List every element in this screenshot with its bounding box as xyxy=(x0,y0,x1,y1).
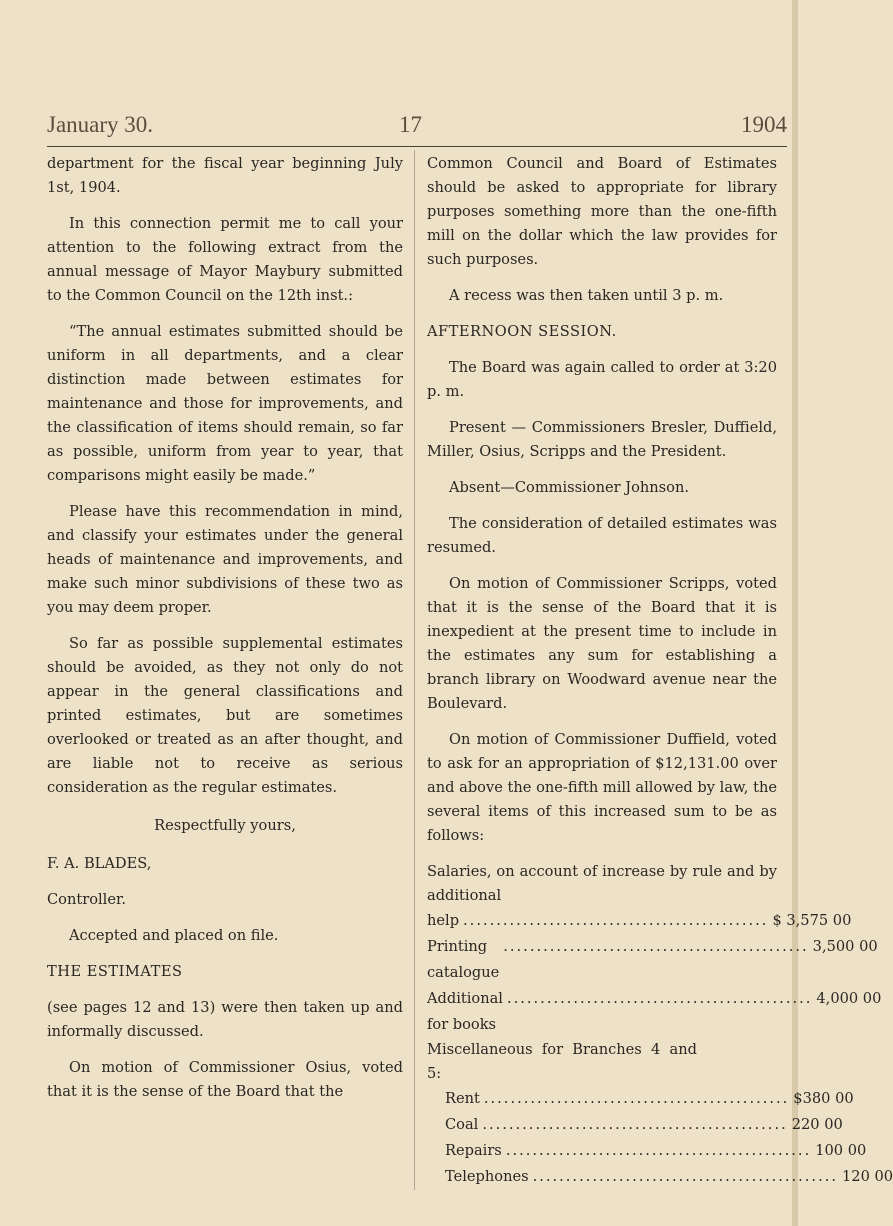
list-item xyxy=(427,934,878,986)
paragraph: On motion of Commissioner Duffield, voted to ask for an appropriation of $12,131.00 over and above the one-fifth mill allowed by law, the several items of this increased sum to be as follows: xyxy=(427,731,777,844)
list-item: Miscellaneous for Branches 4 and 5: xyxy=(427,1041,697,1082)
leader-dots: .............................................. xyxy=(503,938,809,955)
page-edge xyxy=(792,0,798,1226)
paragraph: (see pages 12 and 13) were then taken up and informally discussed. xyxy=(47,999,403,1040)
paragraph: Absent—Commissioner Johnson. xyxy=(449,479,689,496)
list-item xyxy=(427,908,852,934)
list-item: Salaries, on account of increase by rule and by additional xyxy=(427,863,777,904)
list-item xyxy=(427,1086,854,1112)
item-label: Rent xyxy=(445,1090,480,1107)
leader-dots: .............................................. xyxy=(532,1168,838,1185)
paragraph: Accepted and placed on file. xyxy=(69,927,279,944)
item-amount: 220 00 xyxy=(791,1116,843,1133)
list-item xyxy=(427,1138,867,1164)
item-amount: 120 00 xyxy=(842,1168,893,1185)
leader-dots: .............................................. xyxy=(483,1090,790,1107)
item-label: Telephones xyxy=(445,1168,529,1185)
item-amount: $380 00 xyxy=(793,1090,854,1107)
paragraph: So far as possible supplemental estimates should be avoided, as they not only do not appear in the general classifications and printed estimates, but are sometimes overlooked or treated as an after thought, and are liable not to receive as serious consideration as the regular estimates. xyxy=(47,635,403,796)
paragraph: On motion of Commissioner Osius, voted that it is the sense of the Board that the xyxy=(47,1059,403,1100)
quotation: “The annual estimates submitted should be uniform in all departments, and a clear distinction made between estimates for maintenance and those for improvements, and the classification of items should remain, so far as possible, uniform from year to year, that comparisons might easily be made.” xyxy=(47,323,403,484)
paragraph: On motion of Commissioner Scripps, voted that it is the sense of the Board that it is inexpedient at the present time to include in the estimates any sum for establishing a branch library on Woodward avenue near the Boulevard. xyxy=(427,575,777,712)
page-header xyxy=(47,112,787,146)
item-label: Additional for books xyxy=(427,990,503,1033)
signer-title: Controller. xyxy=(47,891,126,908)
list-item xyxy=(427,1112,843,1138)
signer-name: F. A. BLADES, xyxy=(47,855,152,872)
leader-dots: .............................................. xyxy=(505,1142,812,1159)
item-label: help xyxy=(427,912,460,929)
paragraph: The Board was again called to order at 3:20 p. m. xyxy=(427,359,777,400)
section-heading: THE ESTIMATES xyxy=(47,963,183,980)
list-item xyxy=(427,1164,893,1190)
list-item xyxy=(427,986,882,1038)
paragraph: Present — Commissioners Bresler, Duffield, Miller, Osius, Scripps and the President. xyxy=(427,419,777,460)
leader-dots: .............................................. xyxy=(506,990,813,1007)
item-label: Coal xyxy=(445,1116,479,1133)
paragraph: The consideration of detailed estimates was resumed. xyxy=(427,515,777,556)
paragraph: Common Council and Board of Estimates should be asked to appropriate for library purposes something more than the one-fifth mill on the dollar which the law provides for such purposes. xyxy=(427,155,777,268)
header-date: January 30. xyxy=(47,112,154,137)
header-year: 1904 xyxy=(741,112,787,137)
closing: Respectfully yours, xyxy=(154,817,296,834)
right-column xyxy=(427,152,893,1190)
paragraph: A recess was then taken until 3 p. m. xyxy=(449,287,724,304)
item-label: Repairs xyxy=(445,1142,502,1159)
leader-dots: .............................................. xyxy=(463,912,769,929)
paragraph: department for the fiscal year beginning July 1st, 1904. xyxy=(47,155,403,196)
section-heading: AFTERNOON SESSION. xyxy=(427,323,617,340)
left-column xyxy=(47,152,403,1116)
item-amount: 100 00 xyxy=(815,1142,867,1159)
leader-dots: .............................................. xyxy=(482,1116,788,1133)
page-number: 17 xyxy=(399,112,422,137)
column-divider xyxy=(414,150,415,1190)
item-label: Printing catalogue xyxy=(427,938,500,981)
item-amount: 4,000 00 xyxy=(816,990,882,1007)
paragraph: Please have this recommendation in mind, and classify your estimates under the general heads of maintenance and improvements, and make such minor subdivisions of these two as you may deem proper. xyxy=(47,503,403,616)
header-rule xyxy=(47,146,787,147)
item-amount: $ 3,575 00 xyxy=(772,912,852,929)
paragraph: In this connection permit me to call your attention to the following extract from the annual message of Mayor Maybury submitted to the Common Council on the 12th inst.: xyxy=(47,215,403,304)
item-amount: 3,500 00 xyxy=(812,938,878,955)
